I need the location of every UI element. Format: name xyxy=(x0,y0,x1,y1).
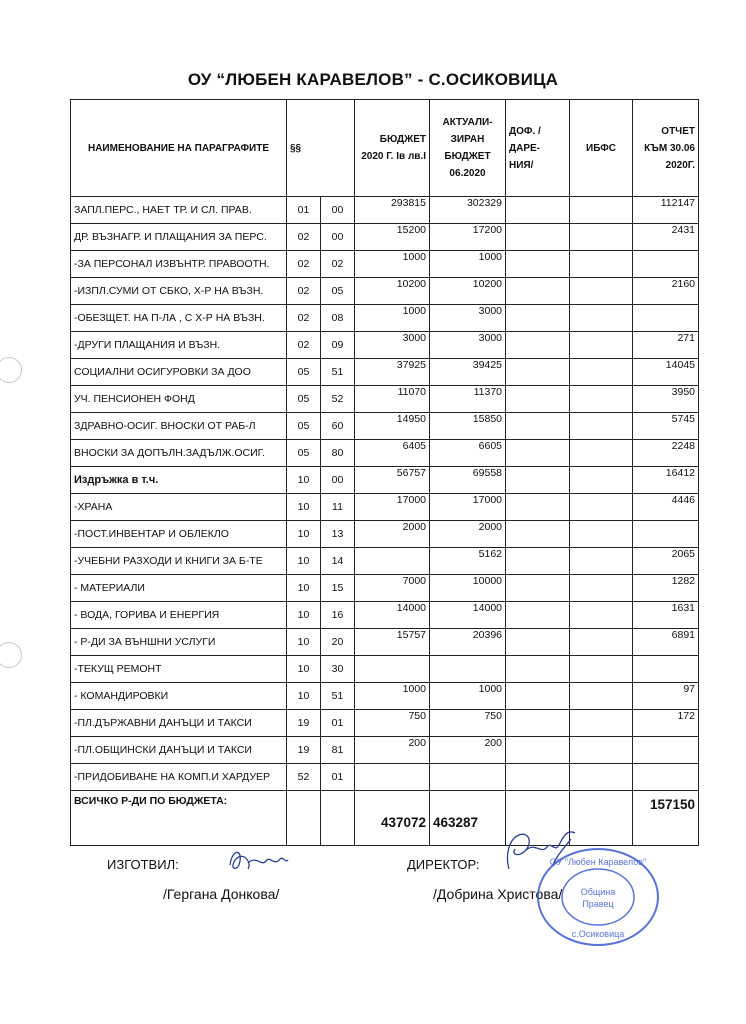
header-ibfs: ИБФС xyxy=(570,100,633,197)
row-name: -ПЛ.ОБЩИНСКИ ДАНЪЦИ И ТАКСИ xyxy=(71,737,287,764)
row-updated: 17200 xyxy=(430,224,506,251)
row-budget: 37925 xyxy=(355,359,430,386)
row-paragraph: 10 xyxy=(287,467,321,494)
row-paragraph: 10 xyxy=(287,602,321,629)
row-name: ДР. ВЪЗНАГР. И ПЛАЩАНИЯ ЗА ПЕРС. xyxy=(71,224,287,251)
table-row xyxy=(71,575,699,602)
row-ibfs xyxy=(570,278,633,305)
table-row xyxy=(71,359,699,386)
prepared-by-name: /Гергана Донкова/ xyxy=(163,886,280,902)
row-report: 1282 xyxy=(633,575,699,602)
director-name: /Добрина Христова/ xyxy=(433,886,563,902)
table-row xyxy=(71,224,699,251)
header-paragraph: §§ xyxy=(287,100,355,197)
row-updated xyxy=(430,656,506,683)
row-donations xyxy=(506,575,570,602)
row-report xyxy=(633,656,699,683)
row-budget: 11070 xyxy=(355,386,430,413)
row-name: - МАТЕРИАЛИ xyxy=(71,575,287,602)
row-report: 3950 xyxy=(633,386,699,413)
punch-hole xyxy=(0,642,22,668)
row-paragraph: 05 xyxy=(287,440,321,467)
row-name: -ПЛ.ДЪРЖАВНИ ДАНЪЦИ И ТАКСИ xyxy=(71,710,287,737)
row-paragraph: 19 xyxy=(287,737,321,764)
prepared-signature xyxy=(222,843,292,879)
row-ibfs xyxy=(570,386,633,413)
total-row xyxy=(71,791,699,846)
row-subparagraph: 00 xyxy=(321,197,355,224)
row-report xyxy=(633,764,699,791)
row-updated: 5162 xyxy=(430,548,506,575)
row-paragraph: 10 xyxy=(287,494,321,521)
row-updated: 20396 xyxy=(430,629,506,656)
header-report: ОТЧЕТ КЪМ 30.06 2020Г. xyxy=(633,100,699,197)
row-subparagraph: 11 xyxy=(321,494,355,521)
table-row xyxy=(71,683,699,710)
row-donations xyxy=(506,737,570,764)
header-name: НАИМЕНОВАНИЕ НА ПАРАГРАФИТЕ xyxy=(71,100,287,197)
row-donations xyxy=(506,602,570,629)
row-subparagraph: 00 xyxy=(321,467,355,494)
table-row xyxy=(71,494,699,521)
row-report: 271 xyxy=(633,332,699,359)
row-updated: 11370 xyxy=(430,386,506,413)
row-name: - ВОДА, ГОРИВА И ЕНЕРГИЯ xyxy=(71,602,287,629)
row-ibfs xyxy=(570,656,633,683)
table-row xyxy=(71,305,699,332)
svg-text:Община: Община xyxy=(580,887,616,897)
row-donations xyxy=(506,386,570,413)
row-donations xyxy=(506,494,570,521)
row-ibfs xyxy=(570,602,633,629)
row-name: -ИЗПЛ.СУМИ ОТ СБКО, Х-Р НА ВЪЗН. xyxy=(71,278,287,305)
table-row xyxy=(71,710,699,737)
row-ibfs xyxy=(570,413,633,440)
table-row xyxy=(71,413,699,440)
row-donations xyxy=(506,251,570,278)
row-name: ЗДРАВНО-ОСИГ. ВНОСКИ ОТ РАБ-Л xyxy=(71,413,287,440)
row-name: - Р-ДИ ЗА ВЪНШНИ УСЛУГИ xyxy=(71,629,287,656)
svg-text:ОУ "Любен Каравелов": ОУ "Любен Каравелов" xyxy=(549,857,647,867)
table-row xyxy=(71,251,699,278)
row-paragraph: 05 xyxy=(287,386,321,413)
row-budget xyxy=(355,656,430,683)
punch-hole xyxy=(0,357,22,383)
row-budget: 293815 xyxy=(355,197,430,224)
row-name: -ХРАНА xyxy=(71,494,287,521)
total-empty xyxy=(287,791,321,846)
svg-text:Правец: Правец xyxy=(582,899,614,909)
row-paragraph: 02 xyxy=(287,332,321,359)
row-paragraph: 02 xyxy=(287,278,321,305)
row-donations xyxy=(506,197,570,224)
row-budget: 1000 xyxy=(355,251,430,278)
row-report: 2160 xyxy=(633,278,699,305)
director-label: ДИРЕКТОР: xyxy=(407,857,480,872)
row-paragraph: 19 xyxy=(287,710,321,737)
row-paragraph: 05 xyxy=(287,413,321,440)
row-donations xyxy=(506,305,570,332)
total-updated: 463287 xyxy=(430,791,506,846)
row-name: СОЦИАЛНИ ОСИГУРОВКИ ЗА ДОО xyxy=(71,359,287,386)
row-updated: 750 xyxy=(430,710,506,737)
row-subparagraph: 14 xyxy=(321,548,355,575)
row-report: 14045 xyxy=(633,359,699,386)
row-updated: 3000 xyxy=(430,305,506,332)
row-subparagraph: 01 xyxy=(321,764,355,791)
row-budget: 3000 xyxy=(355,332,430,359)
row-ibfs xyxy=(570,305,633,332)
row-report: 6891 xyxy=(633,629,699,656)
total-budget: 437072 xyxy=(355,791,430,846)
row-updated: 200 xyxy=(430,737,506,764)
row-updated: 1000 xyxy=(430,251,506,278)
row-report: 16412 xyxy=(633,467,699,494)
row-paragraph: 02 xyxy=(287,305,321,332)
row-subparagraph: 51 xyxy=(321,359,355,386)
row-report: 2431 xyxy=(633,224,699,251)
row-subparagraph: 08 xyxy=(321,305,355,332)
row-paragraph: 10 xyxy=(287,575,321,602)
row-updated: 69558 xyxy=(430,467,506,494)
row-donations xyxy=(506,278,570,305)
row-subparagraph: 16 xyxy=(321,602,355,629)
row-report xyxy=(633,251,699,278)
row-donations xyxy=(506,764,570,791)
row-budget xyxy=(355,764,430,791)
row-ibfs xyxy=(570,251,633,278)
row-paragraph: 52 xyxy=(287,764,321,791)
row-subparagraph: 30 xyxy=(321,656,355,683)
row-updated: 39425 xyxy=(430,359,506,386)
row-budget: 14000 xyxy=(355,602,430,629)
row-paragraph: 01 xyxy=(287,197,321,224)
row-subparagraph: 00 xyxy=(321,224,355,251)
row-paragraph: 02 xyxy=(287,251,321,278)
row-subparagraph: 20 xyxy=(321,629,355,656)
table-row xyxy=(71,467,699,494)
row-paragraph: 10 xyxy=(287,629,321,656)
row-updated: 6605 xyxy=(430,440,506,467)
row-ibfs xyxy=(570,548,633,575)
row-budget: 15200 xyxy=(355,224,430,251)
row-paragraph: 05 xyxy=(287,359,321,386)
total-empty xyxy=(321,791,355,846)
row-budget: 14950 xyxy=(355,413,430,440)
row-ibfs xyxy=(570,575,633,602)
row-updated: 17000 xyxy=(430,494,506,521)
row-subparagraph: 01 xyxy=(321,710,355,737)
table-row xyxy=(71,278,699,305)
row-paragraph: 02 xyxy=(287,224,321,251)
table-row xyxy=(71,737,699,764)
row-ibfs xyxy=(570,683,633,710)
row-ibfs xyxy=(570,197,633,224)
row-donations xyxy=(506,332,570,359)
row-budget: 1000 xyxy=(355,683,430,710)
row-report xyxy=(633,305,699,332)
row-budget: 200 xyxy=(355,737,430,764)
row-report: 4446 xyxy=(633,494,699,521)
row-ibfs xyxy=(570,467,633,494)
row-subparagraph: 80 xyxy=(321,440,355,467)
row-ibfs xyxy=(570,440,633,467)
row-report: 112147 xyxy=(633,197,699,224)
row-name: УЧ. ПЕНСИОНЕН ФОНД xyxy=(71,386,287,413)
row-donations xyxy=(506,467,570,494)
row-budget xyxy=(355,548,430,575)
row-subparagraph: 60 xyxy=(321,413,355,440)
header-updated-budget: АКТУАЛИ- ЗИРАН БЮДЖЕТ 06.2020 xyxy=(430,100,506,197)
row-subparagraph: 02 xyxy=(321,251,355,278)
row-subparagraph: 13 xyxy=(321,521,355,548)
row-budget: 1000 xyxy=(355,305,430,332)
table-header-row xyxy=(71,100,699,197)
total-report: 157150 xyxy=(633,791,699,846)
row-updated: 10000 xyxy=(430,575,506,602)
table-row xyxy=(71,332,699,359)
row-budget: 56757 xyxy=(355,467,430,494)
prepared-by-label: ИЗГОТВИЛ: xyxy=(107,857,179,872)
row-ibfs xyxy=(570,494,633,521)
row-report: 2248 xyxy=(633,440,699,467)
table-row xyxy=(71,656,699,683)
row-budget: 6405 xyxy=(355,440,430,467)
row-name: -УЧЕБНИ РАЗХОДИ И КНИГИ ЗА Б-ТЕ xyxy=(71,548,287,575)
row-report: 1631 xyxy=(633,602,699,629)
row-budget: 7000 xyxy=(355,575,430,602)
row-subparagraph: 51 xyxy=(321,683,355,710)
header-donations: ДОФ. /ДАРЕ- НИЯ/ xyxy=(506,100,570,197)
row-donations xyxy=(506,359,570,386)
row-report xyxy=(633,521,699,548)
row-name: -ЗА ПЕРСОНАЛ ИЗВЪНТР. ПРАВООТН. xyxy=(71,251,287,278)
row-donations xyxy=(506,440,570,467)
budget-table xyxy=(70,99,699,846)
table-row xyxy=(71,602,699,629)
row-budget: 2000 xyxy=(355,521,430,548)
row-updated xyxy=(430,764,506,791)
row-budget: 17000 xyxy=(355,494,430,521)
row-donations xyxy=(506,710,570,737)
row-report xyxy=(633,737,699,764)
row-budget: 10200 xyxy=(355,278,430,305)
row-updated: 14000 xyxy=(430,602,506,629)
row-budget: 750 xyxy=(355,710,430,737)
row-donations xyxy=(506,548,570,575)
row-paragraph: 10 xyxy=(287,521,321,548)
svg-text:с.Осиковица: с.Осиковица xyxy=(571,929,625,939)
row-report: 2065 xyxy=(633,548,699,575)
row-name: ВНОСКИ ЗА ДОПЪЛН.ЗАДЪЛЖ.ОСИГ. xyxy=(71,440,287,467)
row-subparagraph: 52 xyxy=(321,386,355,413)
total-label: ВСИЧКО Р-ДИ ПО БЮДЖЕТА: xyxy=(71,791,287,846)
row-name: - КОМАНДИРОВКИ xyxy=(71,683,287,710)
row-report: 5745 xyxy=(633,413,699,440)
row-updated: 10200 xyxy=(430,278,506,305)
row-updated: 3000 xyxy=(430,332,506,359)
row-ibfs xyxy=(570,629,633,656)
row-donations xyxy=(506,629,570,656)
row-updated: 2000 xyxy=(430,521,506,548)
row-subparagraph: 15 xyxy=(321,575,355,602)
row-donations xyxy=(506,683,570,710)
row-updated: 1000 xyxy=(430,683,506,710)
table-row xyxy=(71,440,699,467)
row-paragraph: 10 xyxy=(287,683,321,710)
row-subparagraph: 05 xyxy=(321,278,355,305)
table-row xyxy=(71,764,699,791)
row-donations xyxy=(506,413,570,440)
row-budget: 15757 xyxy=(355,629,430,656)
row-ibfs xyxy=(570,764,633,791)
row-name: -ОБЕЗЩЕТ. НА П-ЛА , С Х-Р НА ВЪЗН. xyxy=(71,305,287,332)
row-ibfs xyxy=(570,332,633,359)
row-name: -ТЕКУЩ РЕМОНТ xyxy=(71,656,287,683)
row-updated: 302329 xyxy=(430,197,506,224)
row-ibfs xyxy=(570,737,633,764)
row-ibfs xyxy=(570,710,633,737)
row-name: Издръжка в т.ч. xyxy=(71,467,287,494)
row-paragraph: 10 xyxy=(287,656,321,683)
row-subparagraph: 09 xyxy=(321,332,355,359)
row-name: -ПРИДОБИВАНЕ НА КОМП.И ХАРДУЕР xyxy=(71,764,287,791)
table-row xyxy=(71,548,699,575)
row-report: 172 xyxy=(633,710,699,737)
row-donations xyxy=(506,656,570,683)
row-name: ЗАПЛ.ПЕРС., НАЕТ ТР. И СЛ. ПРАВ. xyxy=(71,197,287,224)
row-ibfs xyxy=(570,521,633,548)
row-name: -ПОСТ.ИНВЕНТАР И ОБЛЕКЛО xyxy=(71,521,287,548)
table-row xyxy=(71,386,699,413)
table-row xyxy=(71,629,699,656)
row-donations xyxy=(506,521,570,548)
row-paragraph: 10 xyxy=(287,548,321,575)
row-subparagraph: 81 xyxy=(321,737,355,764)
table-row xyxy=(71,197,699,224)
row-updated: 15850 xyxy=(430,413,506,440)
row-ibfs xyxy=(570,359,633,386)
header-budget-2020: БЮДЖЕТ 2020 Г. Iв лв.I xyxy=(355,100,430,197)
school-stamp xyxy=(533,845,663,950)
row-report: 97 xyxy=(633,683,699,710)
document-title: ОУ “ЛЮБЕН КАРАВЕЛОВ” - С.ОСИКОВИЦА xyxy=(187,70,559,89)
row-donations xyxy=(506,224,570,251)
table-row xyxy=(71,521,699,548)
row-ibfs xyxy=(570,224,633,251)
row-name: -ДРУГИ ПЛАЩАНИЯ И ВЪЗН. xyxy=(71,332,287,359)
